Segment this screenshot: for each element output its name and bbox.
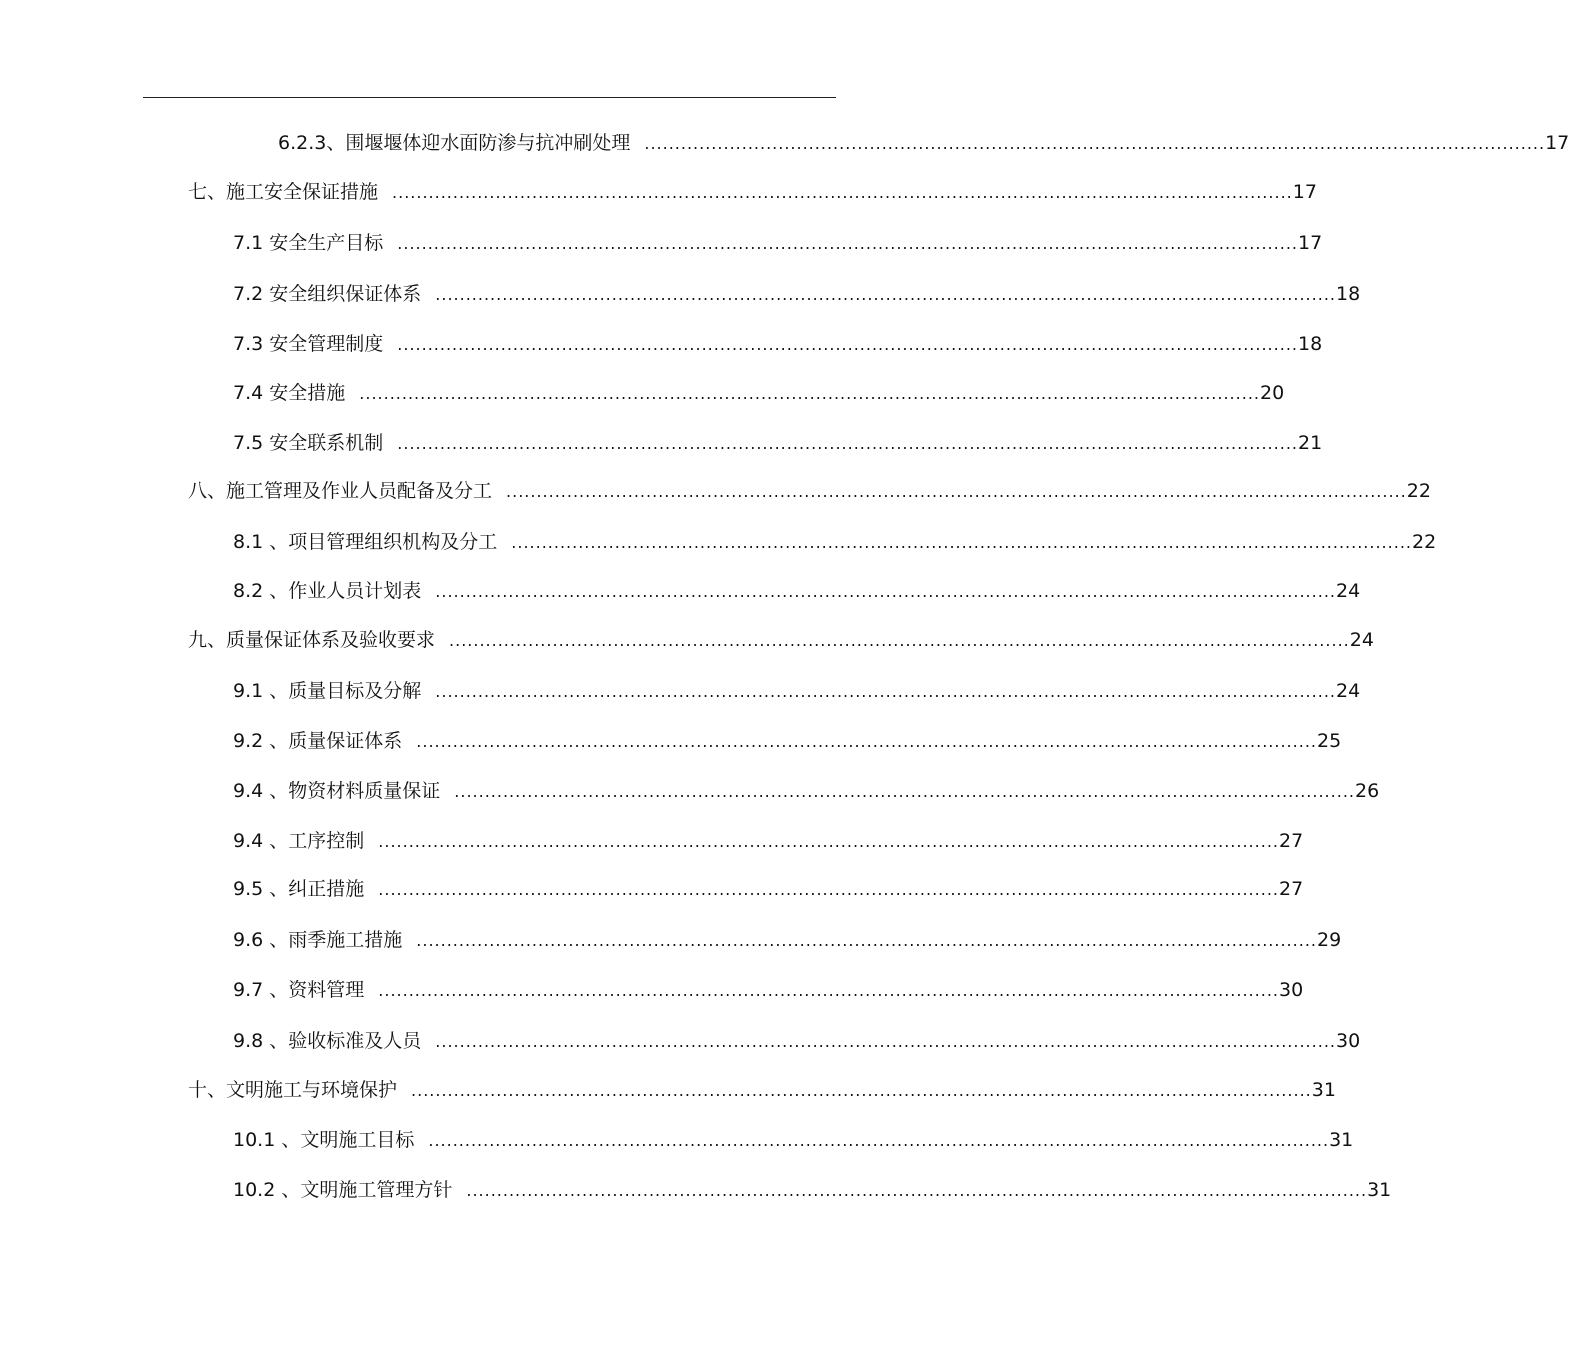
toc-leader-dots: ....................................................................................................................................................	[435, 285, 1336, 304]
toc-entry-label: 八、施工管理及作业人员配备及分工	[188, 480, 493, 502]
toc-entry-label: 10.2 、文明施工管理方针	[233, 1179, 453, 1201]
toc-entry-page: 18	[1297, 333, 1323, 355]
toc-leader-dots: ....................................................................................................................................................	[416, 931, 1317, 950]
toc-entry-page: 17	[1292, 181, 1317, 203]
toc-entry-page: 27	[1278, 830, 1304, 852]
toc-entry-page: 30	[1278, 979, 1304, 1001]
toc-entry-page: 29	[1316, 929, 1342, 951]
toc-entry-label: 九、质量保证体系及验收要求	[188, 629, 436, 651]
toc-leader-dots: ....................................................................................................................................................	[378, 832, 1279, 851]
toc-entry[interactable]	[233, 431, 1323, 456]
toc-entry-label: 7.4 安全措施	[233, 382, 346, 404]
toc-entry[interactable]	[233, 779, 1380, 804]
toc-entry-label: 6.2.3、围堰堰体迎水面防渗与抗冲刷处理	[278, 132, 631, 154]
toc-entry[interactable]	[233, 877, 1304, 902]
toc-entry-label: 7.3 安全管理制度	[233, 333, 384, 355]
toc-entry-label: 8.2 、作业人员计划表	[233, 580, 422, 602]
toc-entry[interactable]	[233, 231, 1323, 256]
toc-entry[interactable]	[233, 1128, 1354, 1153]
toc-entry-label: 七、施工安全保证措施	[188, 181, 379, 203]
toc-entry[interactable]	[278, 131, 1569, 156]
toc-entry-page: 21	[1297, 432, 1323, 454]
toc-leader-dots: ....................................................................................................................................................	[359, 384, 1260, 403]
toc-entry-label: 9.7 、资料管理	[233, 979, 365, 1001]
toc-entry-label: 9.4 、工序控制	[233, 830, 365, 852]
toc-entry[interactable]	[233, 381, 1285, 406]
toc-entry[interactable]	[233, 1178, 1392, 1203]
toc-entry-label: 8.1 、项目管理组织机构及分工	[233, 531, 498, 553]
toc-entry-page: 31	[1329, 1129, 1354, 1151]
toc-entry-label: 9.1 、质量目标及分解	[233, 680, 422, 702]
toc-entry-page: 26	[1354, 780, 1380, 802]
toc-leader-dots: ....................................................................................................................................................	[454, 782, 1355, 801]
toc-entry[interactable]	[188, 1078, 1336, 1103]
toc-leader-dots: ....................................................................................................................................................	[416, 732, 1317, 751]
toc-leader-dots: ....................................................................................................................................................	[435, 682, 1336, 701]
toc-leader-dots: ....................................................................................................................................................	[378, 880, 1279, 899]
toc-entry[interactable]	[188, 180, 1317, 205]
toc-entry-page: 18	[1335, 283, 1361, 305]
toc-entry-page: 17	[1545, 132, 1569, 154]
toc-leader-dots: ....................................................................................................................................................	[397, 335, 1298, 354]
toc-entry[interactable]	[233, 282, 1361, 307]
toc-leader-dots: ....................................................................................................................................................	[392, 183, 1293, 202]
toc-leader-dots: ....................................................................................................................................................	[435, 1032, 1336, 1051]
toc-entry[interactable]	[233, 729, 1342, 754]
toc-leader-dots: ....................................................................................................................................................	[397, 234, 1298, 253]
toc-leader-dots: ....................................................................................................................................................	[411, 1081, 1312, 1100]
toc-entry-page: 25	[1316, 730, 1342, 752]
toc-leader-dots: ....................................................................................................................................................	[435, 582, 1336, 601]
toc-leader-dots: ....................................................................................................................................................	[428, 1131, 1330, 1150]
toc-entry-label: 10.1 、文明施工目标	[233, 1129, 415, 1151]
toc-entry[interactable]	[188, 479, 1431, 504]
toc-entry-label: 9.5 、纠正措施	[233, 878, 365, 900]
toc-entry[interactable]	[233, 978, 1304, 1003]
toc-entry[interactable]	[233, 530, 1437, 555]
toc-leader-dots: ....................................................................................................................................................	[449, 631, 1350, 650]
toc-entry[interactable]	[233, 829, 1304, 854]
toc-entry[interactable]	[233, 679, 1361, 704]
toc-entry[interactable]	[233, 332, 1323, 357]
toc-entry-label: 9.4 、物资材料质量保证	[233, 780, 441, 802]
toc-entry-label: 7.5 安全联系机制	[233, 432, 384, 454]
toc-entry-label: 十、文明施工与环境保护	[188, 1079, 398, 1101]
toc-entry-label: 7.1 安全生产目标	[233, 232, 384, 254]
toc-entry[interactable]	[233, 579, 1361, 604]
toc-entry-page: 31	[1367, 1179, 1392, 1201]
toc-entry-page: 20	[1259, 382, 1285, 404]
toc-entry-page: 22	[1411, 531, 1437, 553]
toc-entry-label: 9.2 、质量保证体系	[233, 730, 403, 752]
toc-leader-dots: ....................................................................................................................................................	[644, 134, 1546, 153]
toc-entry[interactable]	[188, 628, 1374, 653]
toc-entry-page: 22	[1406, 480, 1431, 502]
toc-entry-page: 17	[1297, 232, 1323, 254]
toc-entry-label: 9.8 、验收标准及人员	[233, 1030, 422, 1052]
toc-entry[interactable]	[233, 928, 1342, 953]
toc-entry-page: 24	[1349, 629, 1374, 651]
toc-leader-dots: ....................................................................................................................................................	[511, 533, 1412, 552]
toc-entry-page: 31	[1311, 1079, 1336, 1101]
toc-entry-page: 24	[1335, 580, 1361, 602]
toc-leader-dots: ....................................................................................................................................................	[378, 981, 1279, 1000]
toc-leader-dots: ....................................................................................................................................................	[506, 482, 1407, 501]
toc-entry[interactable]	[233, 1029, 1361, 1054]
toc-entry-page: 24	[1335, 680, 1361, 702]
toc-entry-label: 9.6 、雨季施工措施	[233, 929, 403, 951]
toc-entry-label: 7.2 安全组织保证体系	[233, 283, 422, 305]
toc-leader-dots: ....................................................................................................................................................	[397, 434, 1298, 453]
toc-leader-dots: ....................................................................................................................................................	[466, 1181, 1368, 1200]
toc-entry-page: 27	[1278, 878, 1304, 900]
toc-entry-page: 30	[1335, 1030, 1361, 1052]
